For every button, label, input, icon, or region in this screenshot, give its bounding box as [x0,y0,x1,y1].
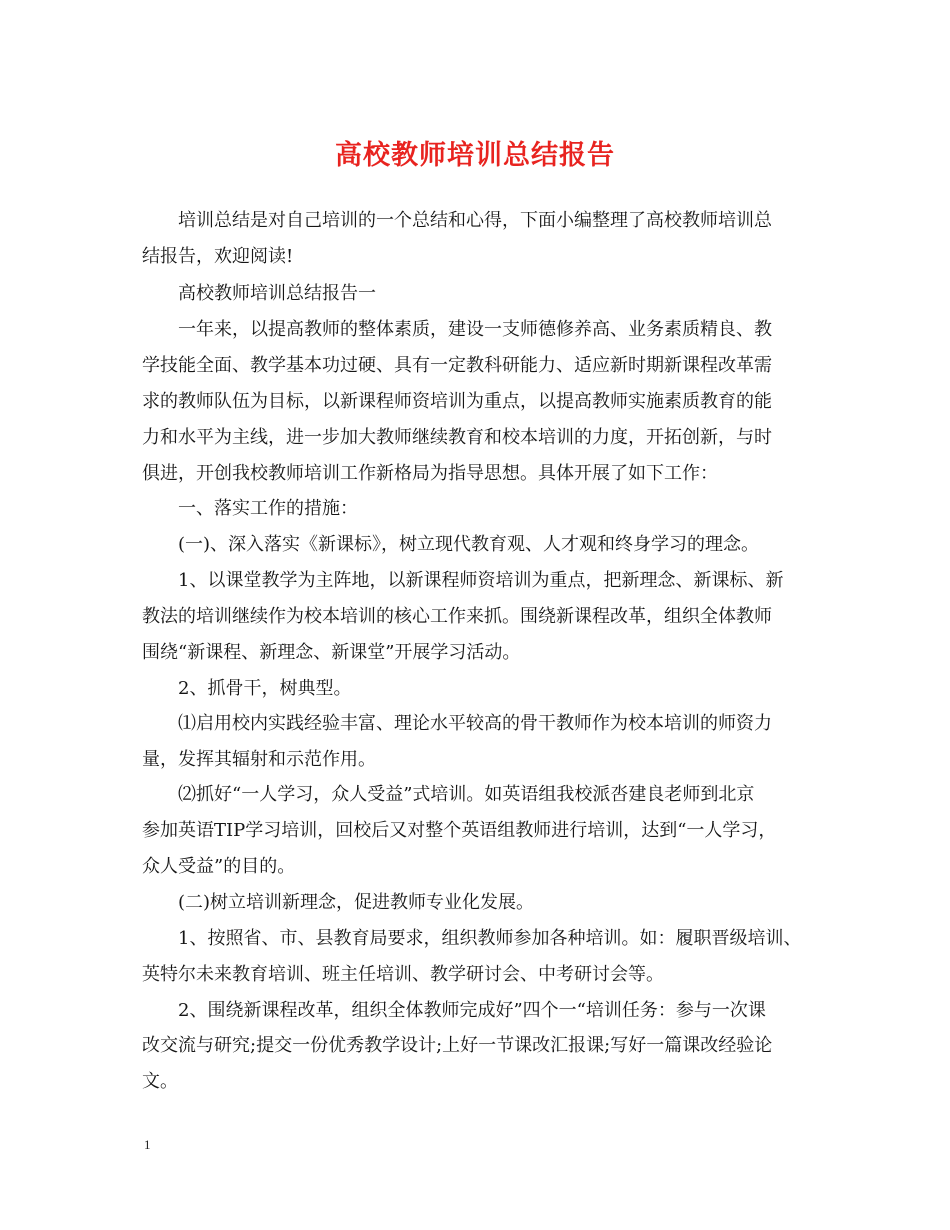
section-heading: 高校教师培训总结报告一 [178,283,376,304]
paragraph-line: 量，发挥其辐射和示范作用。 [142,749,376,770]
paragraph-line: 改交流与研究;提交一份优秀教学设计;上好一节课改汇报课;写好一篇课改经验论 [142,1035,773,1056]
paragraph-line: 文。 [142,1071,178,1092]
paragraph-line: ⑴启用校内实践经验丰富、理论水平较高的骨干教师作为校本培训的师资力 [178,713,772,734]
paragraph-line: 众人受益”的目的。 [142,856,296,877]
paragraph-line: 求的教师队伍为目标，以新课程师资培训为重点，以提高教师实施素质教育的能 [142,391,772,412]
page-number: 1 [144,1137,151,1152]
paragraph-line: 力和水平为主线，进一步加大教师继续教育和校本培训的力度，开拓创新，与时 [142,427,772,448]
document-title: 高校教师培训总结报告 [335,140,615,171]
paragraph-line: 结报告，欢迎阅读! [142,246,294,267]
section-heading: 一、落实工作的措施： [178,498,358,519]
paragraph-line: 俱进，开创我校教师培训工作新格局为指导思想。具体开展了如下工作： [142,463,718,484]
paragraph-line: 学技能全面、教学基本功过硬、具有一定教科研能力、适应新时期新课程改革需 [142,355,772,376]
section-heading: (二)树立培训新理念，促进教师专业化发展。 [178,892,535,913]
paragraph-line: 1、按照省、市、县教育局要求，组织教师参加各种培训。如：履职晋级培训、 [178,928,802,949]
paragraph-line: 1、以课堂教学为主阵地，以新课程师资培训为重点，把新理念、新课标、新 [178,570,784,591]
paragraph-line: 英特尔未来教育培训、班主任培训、教学研讨会、中考研讨会等。 [142,964,664,985]
paragraph-line: 教法的培训继续作为校本培训的核心工作来抓。围绕新课程改革，组织全体教师 [142,606,772,627]
paragraph-line: 培训总结是对自己培训的一个总结和心得，下面小编整理了高校教师培训总 [178,210,772,231]
paragraph-line: 围绕“新课程、新理念、新课堂”开展学习活动。 [142,642,521,663]
paragraph-line: 参加英语TIP学习培训，回校后又对整个英语组教师进行培训，达到“一人学习， [142,820,777,841]
paragraph-line: (一)、深入落实《新课标》，树立现代教育观、人才观和终身学习的理念。 [178,534,760,555]
paragraph-line: 一年来，以提高教师的整体素质，建设一支师德修养高、业务素质精良、教 [178,319,772,340]
paragraph-line: 2、围绕新课程改革，组织全体教师完成好”四个一“培训任务：参与一次课 [178,1000,766,1021]
paragraph-line: 2、抓骨干，树典型。 [178,678,352,699]
paragraph-line: ⑵抓好“一人学习，众人受益”式培训。如英语组我校派呇建良老师到北京 [178,784,755,805]
